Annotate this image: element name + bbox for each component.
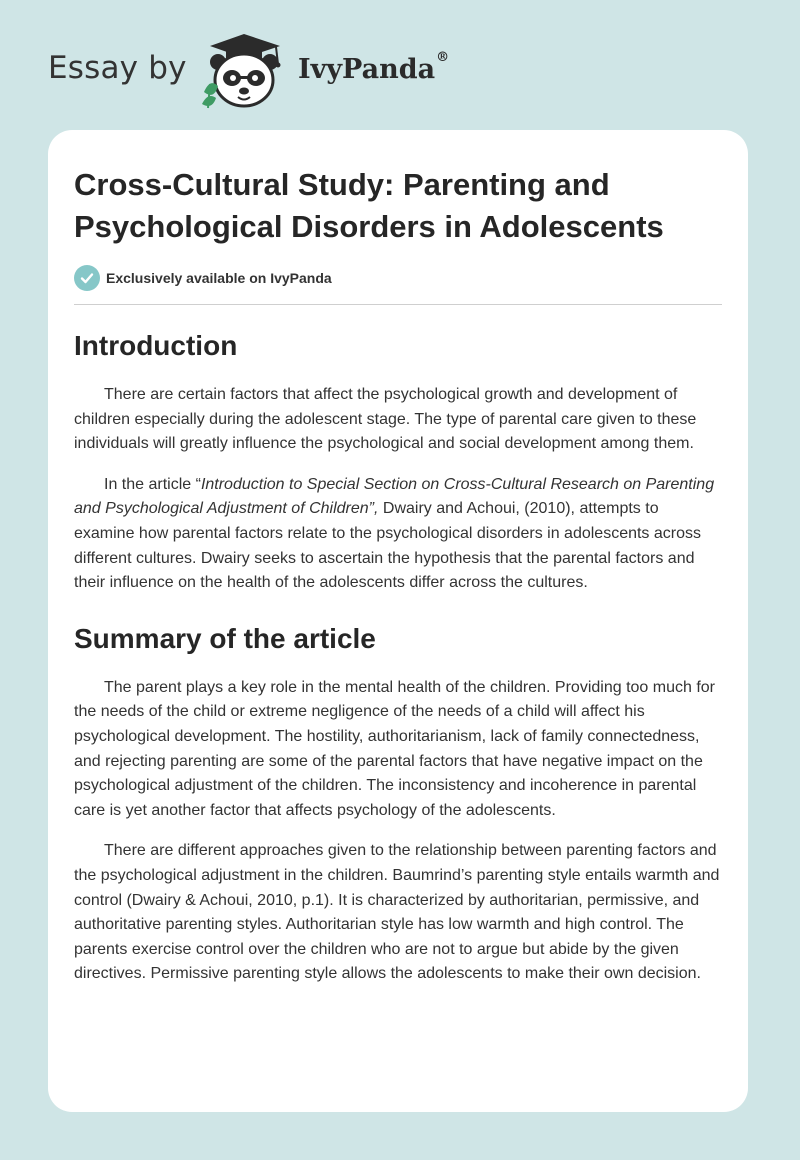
section-heading-introduction: Introduction — [74, 330, 238, 361]
panda-graduate-icon — [200, 34, 292, 110]
section-heading-summary: Summary of the article — [74, 622, 376, 654]
badge-text: Exclusively available on IvyPanda — [106, 270, 332, 286]
divider — [74, 304, 722, 305]
check-icon — [74, 265, 100, 291]
paragraph: In the article “Introduction to Special Section on Cross-Cultural Research on Parenting and Psychological Adjustment of Children”, Dwairy and Achoui, (2010), attempts to examine how parental factors relate to the psychological disorders in adolescents across different cultures. Dwairy seeks to ascertain the hypothesis that the parental factors and their influence on the health of the adolescents differ across the cultures. — [74, 475, 715, 592]
exclusive-badge — [74, 264, 722, 292]
brand-name: IvyPanda® — [298, 50, 450, 85]
paragraph: There are certain factors that affect the psychological growth and development of children especially during the adolescent stage. The type of parental care given to these individuals will greatly influence the psychological and social development among them. — [74, 386, 697, 453]
paragraph: There are different approaches given to the relationship between parenting factors and the psychological adjustment in the children. Baumrind’s parenting style entails warmth and control (Dwairy & Achoui, 2010, p.1). It is characterized by authoritarian, permissive, and authoritative parenting styles. Authoritarian style has low warmth and high control. The parents exercise control over the children who are not to argue but abide by the given directives. Permissive parenting style allows the adolescents to make their own decision. — [74, 842, 720, 983]
article-card — [48, 130, 748, 1112]
brand-prefix: Essay by — [48, 50, 187, 86]
brand-header — [48, 34, 508, 110]
paragraph: The parent plays a key role in the mental health of the children. Providing too much for the needs of the child or extreme negligence of the needs of a child will affect his psychological development. The hostility, authoritarianism, lack of family connectedness, and rejecting parenting are some of the parental factors that have negative impact on the psychological adjustment of the children. The inconsistency and incoherence in parental care is yet another factor that affects psychology of the adolescents. — [74, 678, 716, 819]
article-reference: Introduction to Special Section on Cross-Cultural Research on Parenting and Psychological Adjustment of Children”, — [74, 475, 715, 518]
page-title: Cross-Cultural Study: Parenting and Psychological Disorders in Adolescents — [74, 167, 664, 244]
